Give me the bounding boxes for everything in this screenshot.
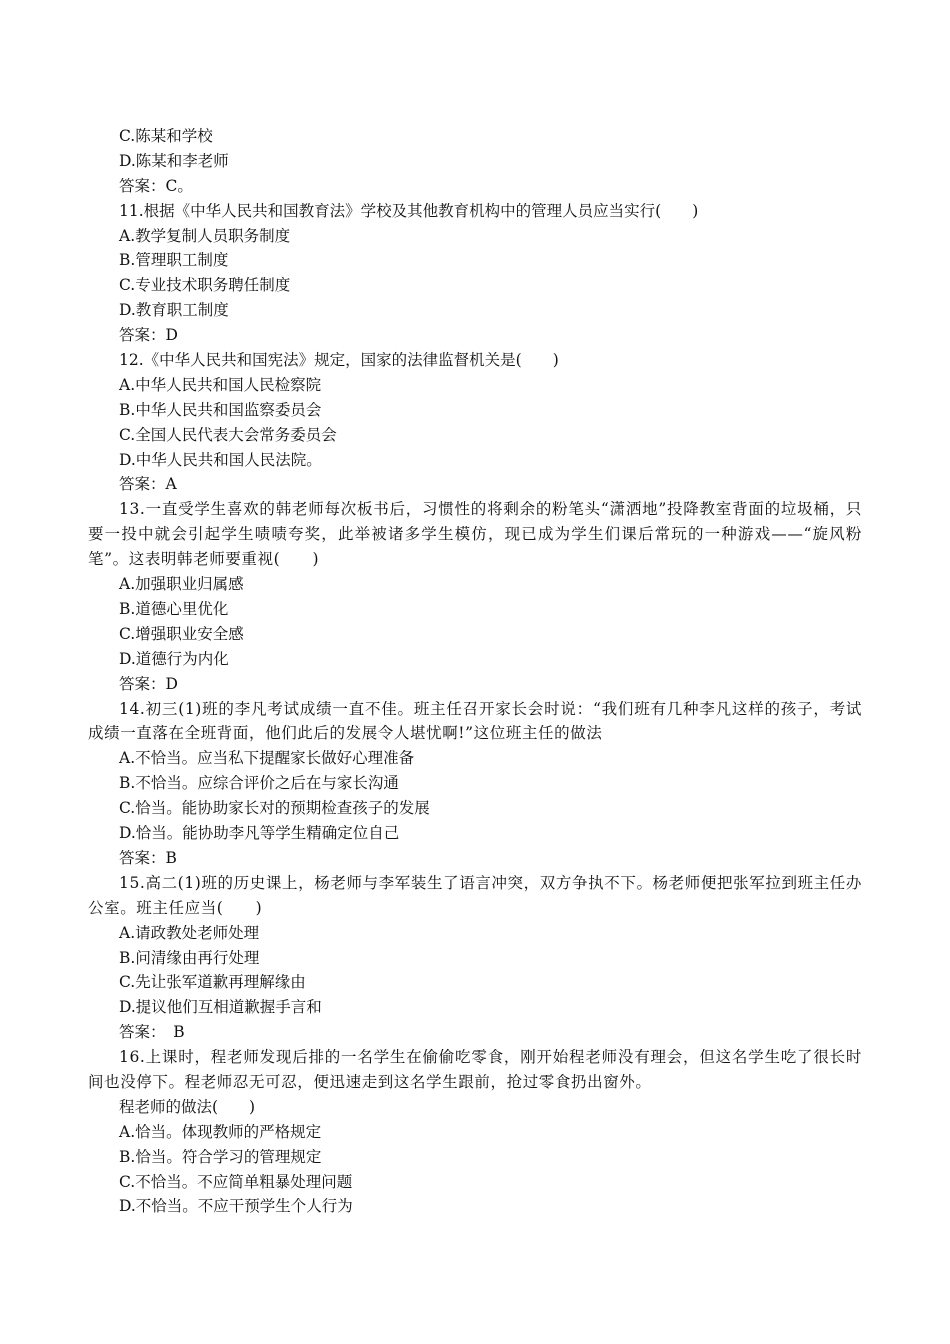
option-line: C.专业技术职务聘任制度 bbox=[119, 276, 291, 295]
question-11 bbox=[88, 199, 862, 348]
question-stem: 11.根据《中华人民共和国教育法》学校及其他教育机构中的管理人员应当实行( ) bbox=[119, 201, 699, 220]
option-line: C.不恰当。不应简单粗暴处理问题 bbox=[119, 1172, 353, 1191]
question-14 bbox=[88, 697, 862, 871]
option-line: C.全国人民代表大会常务委员会 bbox=[119, 425, 337, 444]
option-line: C.恰当。能协助家长对的预期检查孩子的发展 bbox=[119, 799, 430, 818]
option-line: B.道德心里优化 bbox=[119, 599, 229, 618]
option-line: B.中华人民共和国监察委员会 bbox=[119, 400, 322, 419]
option-line: B.不恰当。应综合评价之后在与家长沟通 bbox=[119, 774, 399, 793]
answer-line: 答案：A bbox=[119, 475, 177, 494]
question-stem: 14.初三(1)班的李凡考试成绩一直不佳。班主任召开家长会时说：“我们班有几种李凡这样的孩子，考试成绩一直落在全班背面，他们此后的发展令人堪忧啊!”这位班主任的做法 bbox=[88, 699, 862, 743]
option-line: A.不恰当。应当私下提醒家长做好心理准备 bbox=[119, 749, 415, 768]
answer-line: 答案： B bbox=[119, 1023, 185, 1042]
option-line: D.道德行为内化 bbox=[119, 649, 229, 668]
answer-line: 答案：D bbox=[119, 326, 178, 345]
option-line: A.中华人民共和国人民检察院 bbox=[119, 375, 322, 394]
question-12 bbox=[88, 348, 862, 497]
option-line: A.教学复制人员职务制度 bbox=[119, 226, 291, 245]
question-stem: 15.高二(1)班的历史课上，杨老师与李军装生了语言冲突，双方争执不下。杨老师便把张军拉到班主任办公室。班主任应当( ) bbox=[88, 873, 862, 917]
option-line: D.提议他们互相道歉握手言和 bbox=[119, 998, 322, 1017]
option-line: C.陈某和学校 bbox=[119, 127, 213, 145]
question-stem: 13.一直受学生喜欢的韩老师每次板书后，习惯性的将剩余的粉笔头“潇洒地”投降教室背面的垃圾桶，只要一投中就会引起学生啧啧夸奖，此举被诸多学生模仿，现已成为学生们课后常玩的一种游戏——“旋风粉笔”。这表明韩老师要重视( ) bbox=[88, 500, 862, 569]
option-line: D.教育职工制度 bbox=[119, 301, 229, 320]
question-stem: 12.《中华人民共和国宪法》规定，国家的法律监督机关是( ) bbox=[119, 351, 559, 370]
answer-line: 答案：D bbox=[119, 674, 178, 693]
option-line: D.恰当。能协助李凡等学生精确定位自己 bbox=[119, 824, 400, 843]
option-line: A.请政教处老师处理 bbox=[119, 923, 260, 942]
option-line: A.加强职业归属感 bbox=[119, 575, 244, 594]
question-15 bbox=[88, 871, 862, 1045]
option-line: C.先让张军道歉再理解缘由 bbox=[119, 973, 306, 992]
option-line: C.增强职业安全感 bbox=[119, 624, 244, 643]
answer-line: 答案：B bbox=[119, 848, 177, 867]
option-line: A.恰当。体现教师的严格规定 bbox=[119, 1122, 322, 1141]
option-line: B.问清缘由再行处理 bbox=[119, 948, 260, 967]
option-line: B.管理职工制度 bbox=[119, 251, 229, 270]
answer-line: 答案：C。 bbox=[119, 176, 193, 195]
option-line: D.不恰当。不应干预学生个人行为 bbox=[119, 1197, 353, 1216]
question-stem: 16.上课时，程老师发现后排的一名学生在偷偷吃零食，刚开始程老师没有理会，但这名学生吃了很长时间也没停下。程老师忍无可忍，便迅速走到这名学生跟前，抢过零食扔出窗外。 bbox=[88, 1048, 862, 1091]
document-page bbox=[88, 124, 862, 1219]
question-13 bbox=[88, 497, 862, 696]
option-line: D.陈某和李老师 bbox=[119, 151, 229, 170]
question-16 bbox=[88, 1045, 862, 1219]
question-sub-stem: 程老师的做法( ) bbox=[119, 1097, 256, 1116]
option-line: B.恰当。符合学习的管理规定 bbox=[119, 1147, 322, 1166]
option-line: D.中华人民共和国人民法院。 bbox=[119, 450, 322, 469]
